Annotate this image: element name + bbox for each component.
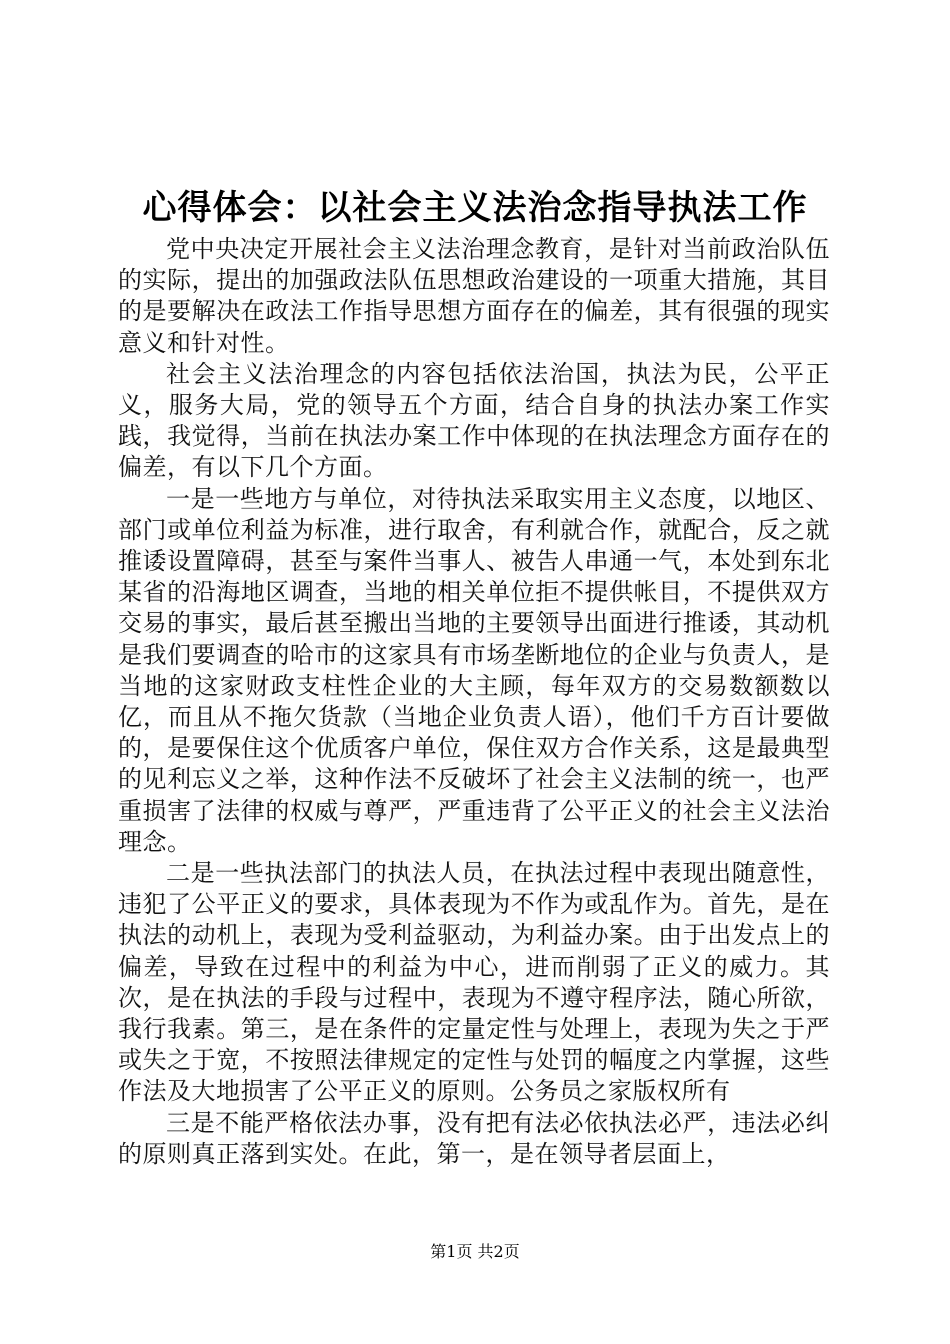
paragraph-3: 一是一些地方与单位，对待执法采取实用主义态度，以地区、部门或单位利益为标准，进行取舍，有利就合作，就配合，反之就推诿设置障碍，甚至与案件当事人、被告人串通一气，本处到东北某省的沿海地区调查，当地的相关单位拒不提供帐目，不提供双方交易的事实，最后甚至搬出当地的主要领导出面进行推诿，其动机是我们要调查的哈市的这家具有市场垄断地位的企业与负责人，是当地的这家财政支柱性企业的大主顾，每年双方的交易数额数以亿，而且从不拖欠货款（当地企业负责人语），他们千方百计要做的，是要保住这个优质客户单位，保住双方合作关系，这是最典型的见利忘义之举，这种作法不反破坏了社会主义法制的统一，也严重损害了法律的权威与尊严，严重违背了公平正义的社会主义法治理念。: [118, 484, 830, 856]
paragraph-4: 二是一些执法部门的执法人员，在执法过程中表现出随意性，违犯了公平正义的要求，具体表现为不作为或乱作为。首先，是在执法的动机上，表现为受利益驱动，为利益办案。由于出发点上的偏差，导致在过程中的利益为中心，进而削弱了正义的威力。其次，是在执法的手段与过程中，表现为不遵守程序法，随心所欲，我行我素。第三，是在条件的定量定性与处理上，表现为失之于严或失之于宽，不按照法律规定的定性与处罚的幅度之内掌握，这些作法及大地损害了公平正义的原则。公务员之家版权所有: [118, 859, 830, 1106]
document-title: 心得体会：以社会主义法治念指导执法工作: [142, 188, 808, 228]
page-footer: 第1页 共2页: [430, 1242, 520, 1261]
paragraph-5: 三是不能严格依法办事，没有把有法必依执法必严，违法必纠的原则真正落到实处。在此，第一，是在领导者层面上，: [118, 1108, 830, 1168]
document-body: [118, 234, 830, 1170]
paragraph-1: 党中央决定开展社会主义法治理念教育，是针对当前政治队伍的实际，提出的加强政法队伍思想政治建设的一项重大措施，其目的是要解决在政法工作指导思想方面存在的偏差，其有很强的现实意义和针对性。: [118, 235, 830, 357]
paragraph-2: 社会主义法治理念的内容包括依法治国，执法为民，公平正义，服务大局，党的领导五个方面，结合自身的执法办案工作实践，我觉得，当前在执法办案工作中体现的在执法理念方面存在的偏差，有以下几个方面。: [118, 359, 830, 482]
